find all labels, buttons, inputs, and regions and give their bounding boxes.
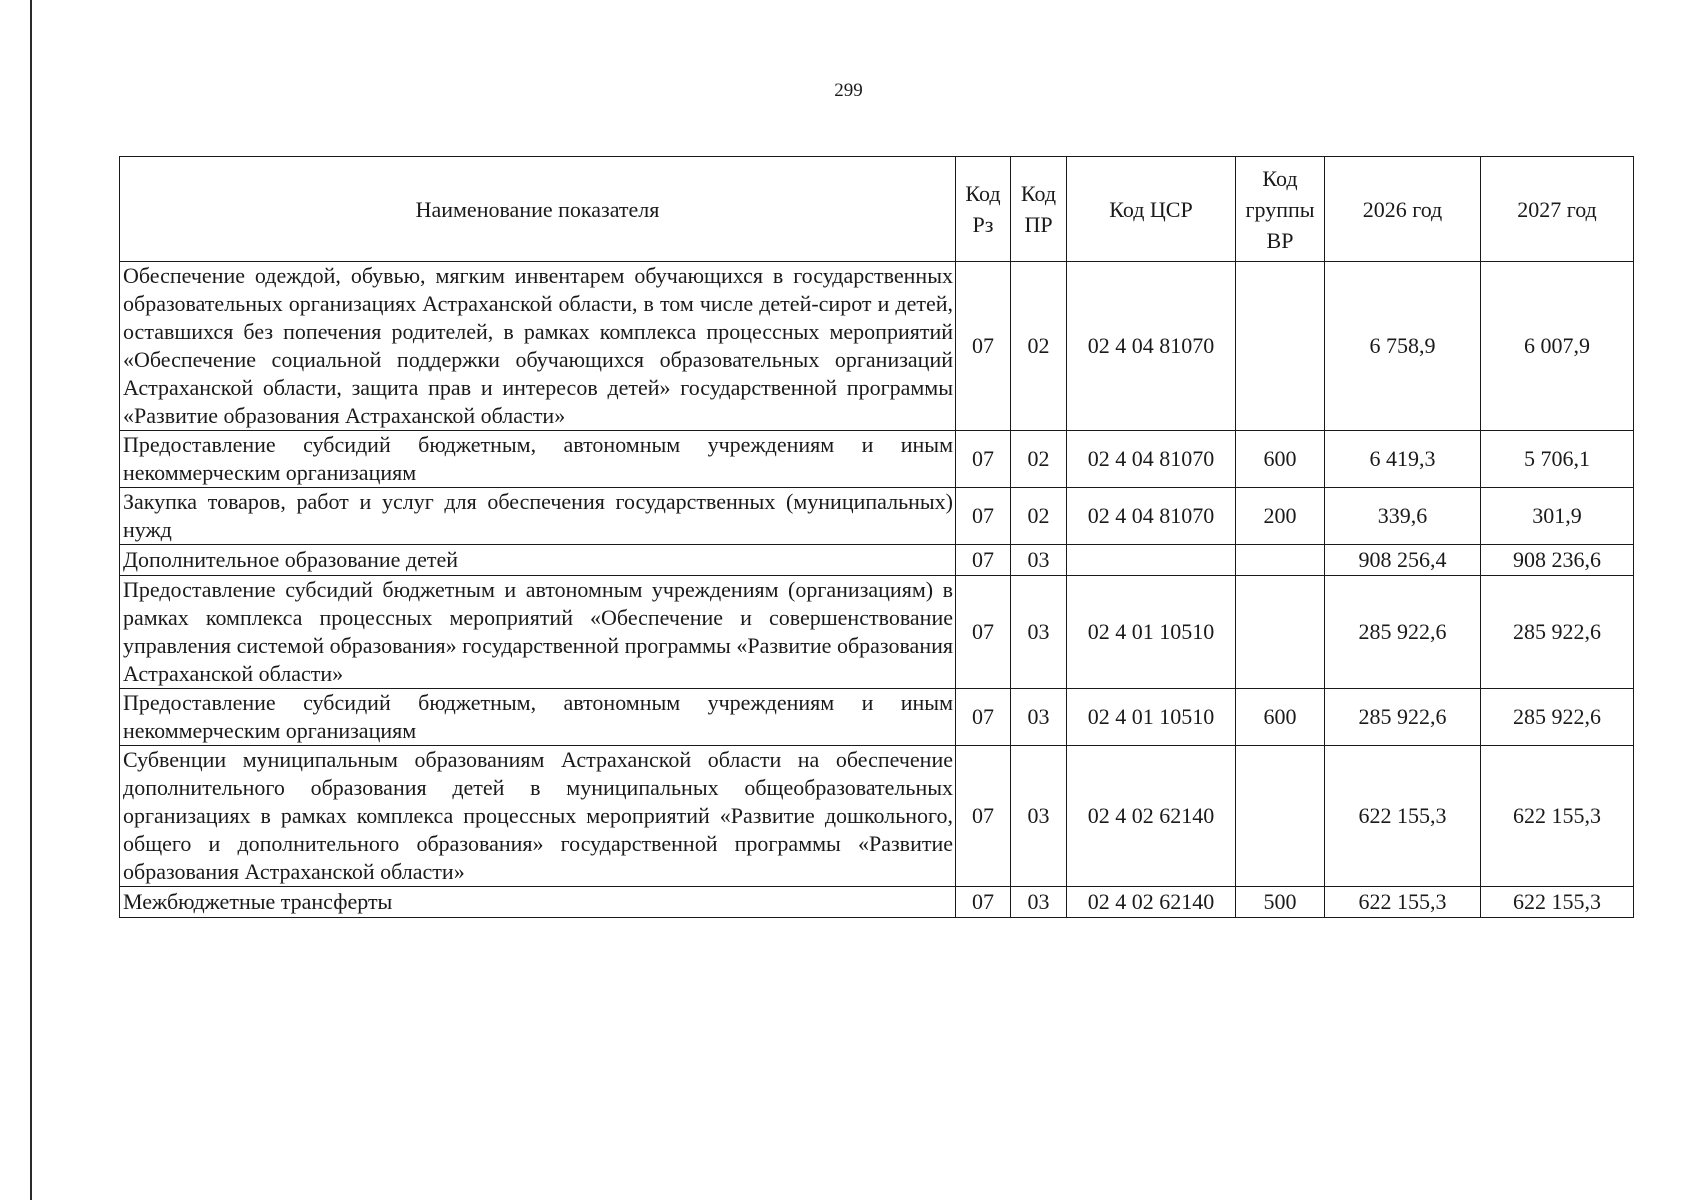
cell-vr: 600 [1236, 689, 1325, 746]
cell-2026: 285 922,6 [1325, 689, 1481, 746]
cell-rz: 07 [956, 488, 1011, 545]
cell-name: Дополнительное образование детей [120, 545, 956, 576]
cell-rz: 07 [956, 431, 1011, 488]
table-header-row [120, 157, 1634, 262]
header-2027: 2027 год [1481, 157, 1634, 262]
budget-table [119, 156, 1634, 918]
cell-rz: 07 [956, 545, 1011, 576]
cell-csr [1067, 545, 1236, 576]
cell-2027: 6 007,9 [1481, 262, 1634, 431]
cell-name: Предоставление субсидий бюджетным, автономным учреждениям и иным некоммерческим организациям [120, 431, 956, 488]
cell-vr: 200 [1236, 488, 1325, 545]
cell-2027: 622 155,3 [1481, 746, 1634, 887]
cell-csr: 02 4 04 81070 [1067, 488, 1236, 545]
cell-pr: 03 [1011, 545, 1067, 576]
cell-vr: 600 [1236, 431, 1325, 488]
cell-2027: 5 706,1 [1481, 431, 1634, 488]
cell-2027: 301,9 [1481, 488, 1634, 545]
cell-name: Предоставление субсидий бюджетным, автономным учреждениям и иным некоммерческим организациям [120, 689, 956, 746]
cell-2027: 285 922,6 [1481, 689, 1634, 746]
cell-csr: 02 4 02 62140 [1067, 887, 1236, 918]
cell-2027: 285 922,6 [1481, 576, 1634, 689]
header-rz: Код Рз [956, 157, 1011, 262]
cell-csr: 02 4 04 81070 [1067, 262, 1236, 431]
cell-vr: 500 [1236, 887, 1325, 918]
cell-2027: 622 155,3 [1481, 887, 1634, 918]
header-pr: Код ПР [1011, 157, 1067, 262]
cell-rz: 07 [956, 689, 1011, 746]
cell-csr: 02 4 02 62140 [1067, 746, 1236, 887]
cell-vr [1236, 746, 1325, 887]
table-row [120, 576, 1634, 689]
cell-csr: 02 4 01 10510 [1067, 689, 1236, 746]
cell-csr: 02 4 01 10510 [1067, 576, 1236, 689]
cell-2026: 6 758,9 [1325, 262, 1481, 431]
table-row [120, 689, 1634, 746]
cell-2026: 6 419,3 [1325, 431, 1481, 488]
cell-pr: 03 [1011, 887, 1067, 918]
table-row [120, 262, 1634, 431]
cell-2026: 339,6 [1325, 488, 1481, 545]
table-row [120, 431, 1634, 488]
table-row [120, 746, 1634, 887]
cell-rz: 07 [956, 887, 1011, 918]
header-2026: 2026 год [1325, 157, 1481, 262]
cell-pr: 02 [1011, 262, 1067, 431]
scan-edge-line [30, 0, 32, 1200]
table-row [120, 887, 1634, 918]
cell-rz: 07 [956, 576, 1011, 689]
cell-vr [1236, 576, 1325, 689]
cell-pr: 03 [1011, 689, 1067, 746]
header-name: Наименование показателя [120, 157, 956, 262]
cell-2026: 285 922,6 [1325, 576, 1481, 689]
cell-name: Предоставление субсидий бюджетным и автономным учреждениям (организациям) в рамках комплекса процессных мероприятий «Обеспечение и совершенствование управления системой образования» государственной программы «Развитие образования Астраханской области» [120, 576, 956, 689]
cell-pr: 03 [1011, 576, 1067, 689]
cell-name: Субвенции муниципальным образованиям Астраханской области на обеспечение дополнительного образования детей в муниципальных общеобразовательных организациях в рамках комплекса процессных мероприятий «Развитие дошкольного, общего и дополнительного образования» государственной программы «Развитие образования Астраханской области» [120, 746, 956, 887]
cell-rz: 07 [956, 746, 1011, 887]
cell-2026: 622 155,3 [1325, 746, 1481, 887]
table-row [120, 488, 1634, 545]
cell-name: Межбюджетные трансферты [120, 887, 956, 918]
cell-2027: 908 236,6 [1481, 545, 1634, 576]
cell-rz: 07 [956, 262, 1011, 431]
header-vr: Код группы ВР [1236, 157, 1325, 262]
cell-2026: 908 256,4 [1325, 545, 1481, 576]
cell-name: Обеспечение одеждой, обувью, мягким инвентарем обучающихся в государственных образовательных организациях Астраханской области, в том числе детей-сирот и детей, оставшихся без попечения родителей, в рамках комплекса процессных мероприятий «Обеспечение социальной поддержки обучающихся образовательных организаций Астраханской области, защита прав и интересов детей» государственной программы «Развитие образования Астраханской области» [120, 262, 956, 431]
header-csr: Код ЦСР [1067, 157, 1236, 262]
table-row [120, 545, 1634, 576]
cell-name: Закупка товаров, работ и услуг для обеспечения государственных (муниципальных) нужд [120, 488, 956, 545]
cell-2026: 622 155,3 [1325, 887, 1481, 918]
cell-csr: 02 4 04 81070 [1067, 431, 1236, 488]
page-number: 299 [834, 80, 863, 101]
cell-pr: 03 [1011, 746, 1067, 887]
cell-pr: 02 [1011, 431, 1067, 488]
cell-vr [1236, 545, 1325, 576]
cell-pr: 02 [1011, 488, 1067, 545]
cell-vr [1236, 262, 1325, 431]
